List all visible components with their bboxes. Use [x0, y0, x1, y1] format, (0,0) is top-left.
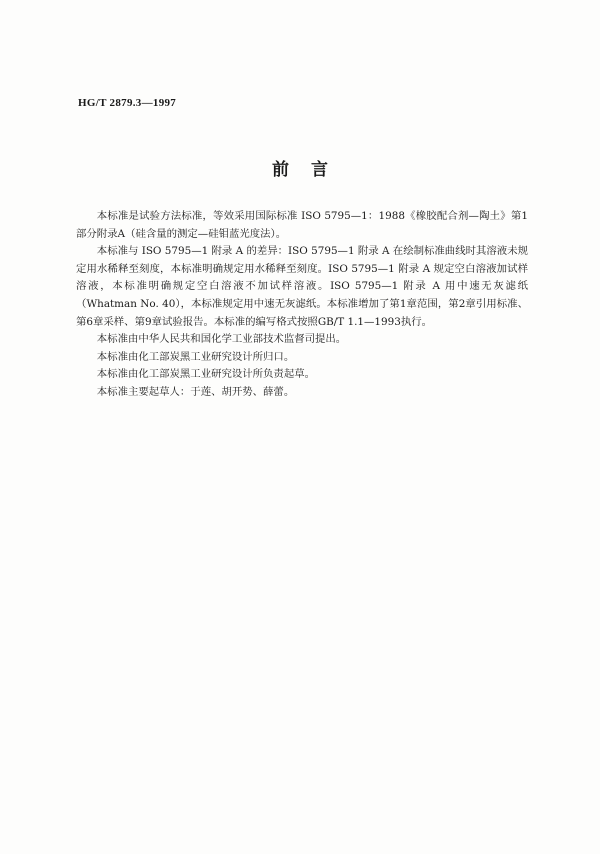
paragraph-scope: 本标准是试验方法标准，等效采用国际标准 ISO 5795—1：1988《橡胶配合剂—陶土》第1部分附录A（硅含量的测定—硅钼蓝光度法）。 — [76, 210, 528, 240]
paragraph-drafted-by: 本标准由化工部炭黑工业研究设计所负责起草。 — [96, 368, 315, 381]
foreword-body — [76, 208, 528, 402]
paragraph-drafters: 本标准主要起草人：于莲、胡开势、薛蕾。 — [96, 385, 295, 398]
standard-code: HG/T 2879.3—1997 — [78, 97, 177, 109]
paragraph-proposed-by: 本标准由中华人民共和国化学工业部技术监督司提出。 — [96, 333, 347, 346]
page-title: 前言 — [272, 160, 350, 180]
paragraph-differences: 本标准与 ISO 5795—1 附录 A 的差异：ISO 5795—1 附录 A 在绘制标准曲线时其溶液未规定用水稀释至刻度，本标准明确规定用水稀释至刻度。ISO 5795—1 附录 A 规定空白溶液加试样溶液，本标准明确规定空白溶液不加试样溶液。ISO 5795—1 附录 A 用中速无灰滤纸（Whatman No. 40），本标准规定用中速无灰滤纸。本标准增加了第1章范围，第2章引用标准、第6章采样、第9章试验报告。本标准的编写格式按照GB/T 1.1—1993执行。 — [76, 245, 528, 328]
paragraph-managed-by: 本标准由化工部炭黑工业研究设计所归口。 — [96, 350, 295, 363]
